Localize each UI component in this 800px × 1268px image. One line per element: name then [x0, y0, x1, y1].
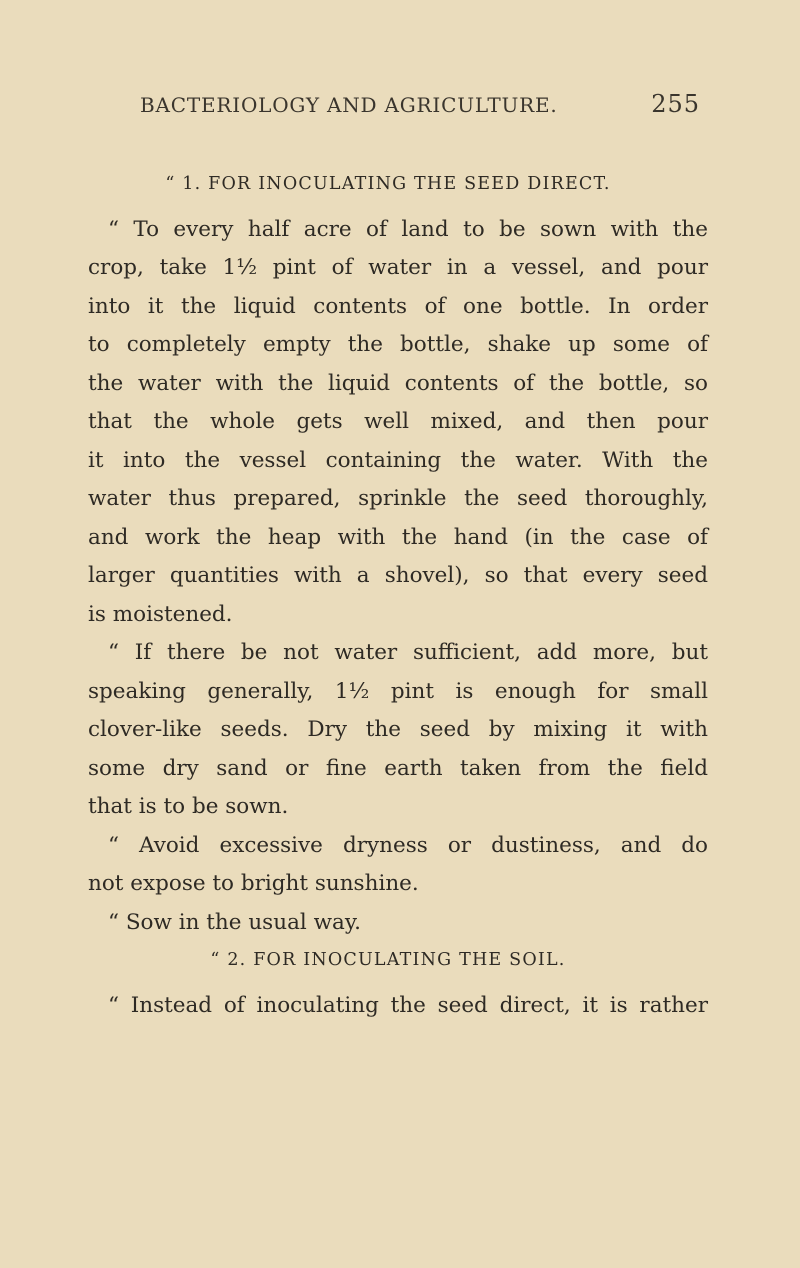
running-title: BACTERIOLOGY AND AGRICULTURE.: [140, 93, 558, 117]
paragraph-water-quantity: [68, 634, 708, 827]
text-line: “ Sow in the usual way.: [108, 909, 361, 935]
text-line: “ To every half acre of land to be sown with the: [108, 216, 708, 242]
text-line: crop, take 1½ pint of water in a vessel, and pour: [88, 255, 708, 280]
text-line: “ Instead of inoculating the seed direct, it is rather: [108, 992, 708, 1018]
text-line: larger quantities with a shovel), so that every seed: [88, 563, 708, 588]
text-line: not expose to bright sunshine.: [88, 871, 419, 896]
text-line: “ Avoid excessive dryness or dustiness, and do: [108, 832, 708, 858]
page-number: 255: [651, 90, 700, 118]
text-line: is moistened.: [88, 601, 233, 627]
text-line: that the whole gets well mixed, and then pour: [88, 409, 708, 434]
body-text: [68, 172, 708, 1025]
text-line: clover-like seeds. Dry the seed by mixing it with: [88, 717, 708, 742]
paragraph-sow: [68, 904, 708, 943]
text-line: and work the heap with the hand (in the case of: [88, 524, 708, 550]
section-heading-seed: “ 1. FOR INOCULATING THE SEED DIRECT.: [165, 174, 611, 194]
running-head: [140, 90, 700, 118]
text-line: into it the liquid contents of one bottle. In order: [88, 293, 708, 319]
text-line: to completely empty the bottle, shake up some of: [88, 332, 708, 357]
text-line: that is to be sown.: [88, 794, 289, 819]
section-heading-soil: “ 2. FOR INOCULATING THE SOIL.: [210, 950, 566, 970]
text-line: some dry sand or fine earth taken from the field: [88, 755, 708, 781]
text-line: speaking generally, 1½ pint is enough for small: [88, 678, 708, 704]
text-line: “ If there be not water sufficient, add more, but: [108, 640, 708, 665]
text-line: the water with the liquid contents of the bottle, so: [88, 370, 708, 396]
paragraph-soil-inoculation: [68, 987, 708, 1026]
paragraph-avoid-dryness: [68, 827, 708, 904]
text-line: water thus prepared, sprinkle the seed thoroughly,: [88, 486, 708, 511]
text-line: it into the vessel containing the water. With the: [88, 447, 708, 473]
paragraph-instructions: [68, 211, 708, 635]
